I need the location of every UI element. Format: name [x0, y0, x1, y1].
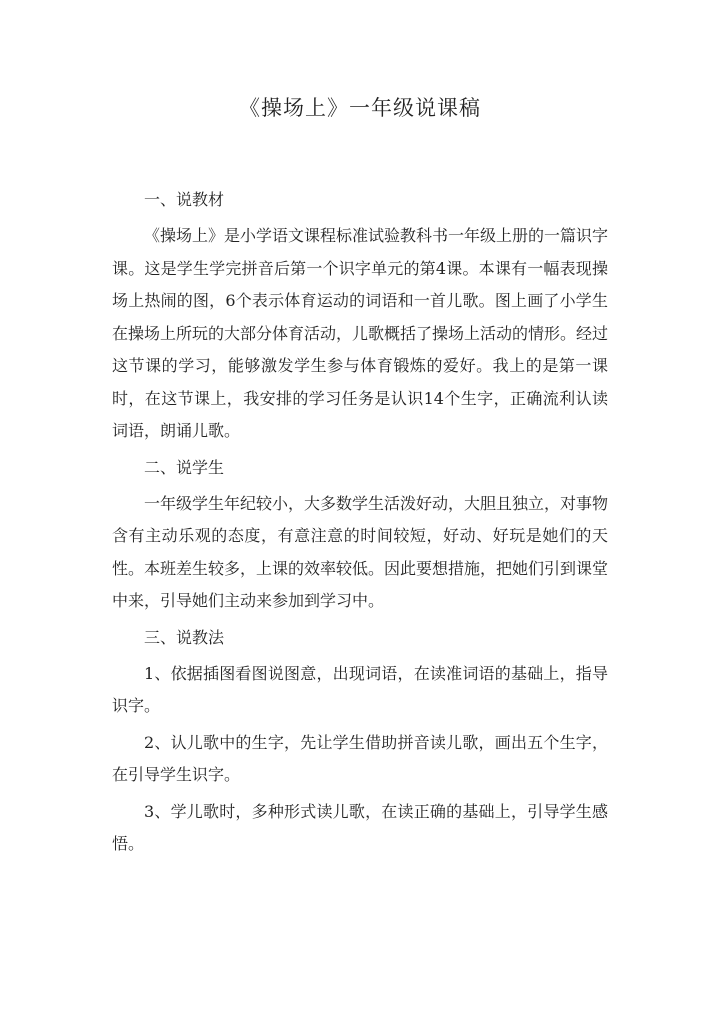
body-paragraph: 2、认儿歌中的生字，先让学生借助拼音读儿歌，画出五个生字，在引导学生识字。: [112, 732, 608, 784]
section-methods: [112, 622, 608, 861]
body-paragraph: 1、依据插图看图说图意，出现词语，在读准词语的基础上，指导识字。: [112, 663, 608, 715]
body-paragraph: 《操场上》是小学语文课程标准试验教科书一年级上册的一篇识字课。这是学生学完拼音后第一个识字单元的第4课。本课有一幅表现操场上热闹的图，6个表示体育运动的词语和一首儿歌。图上画了小学生在操场上所玩的大部分体育活动，儿歌概括了操场上活动的情形。经过这节课的学习，能够激发学生参与体育锻炼的爱好。我上的是第一课时，在这节课上，我安排的学习任务是认识14个生字，正确流利认读词语，朗诵儿歌。: [112, 226, 609, 440]
body-paragraph: 3、学儿歌时，多种形式读儿歌，在读正确的基础上，引导学生感悟。: [112, 801, 608, 853]
section-students: [112, 452, 608, 618]
section-heading: 二、说学生: [144, 457, 225, 477]
section-textbook: [112, 184, 608, 448]
document-title: 《操场上》一年级说课稿: [239, 96, 481, 120]
body-paragraph: 一年级学生年纪较小，大多数学生活泼好动，大胆且独立，对事物含有主动乐观的态度，有意注意的时间较短，好动、好玩是她们的天性。本班差生较多，上课的效率较低。因此要想措施，把她们引到课堂中来，引导她们主动来参加到学习中。: [112, 493, 609, 610]
section-heading: 三、说教法: [144, 627, 225, 647]
section-heading: 一、说教材: [144, 190, 225, 209]
